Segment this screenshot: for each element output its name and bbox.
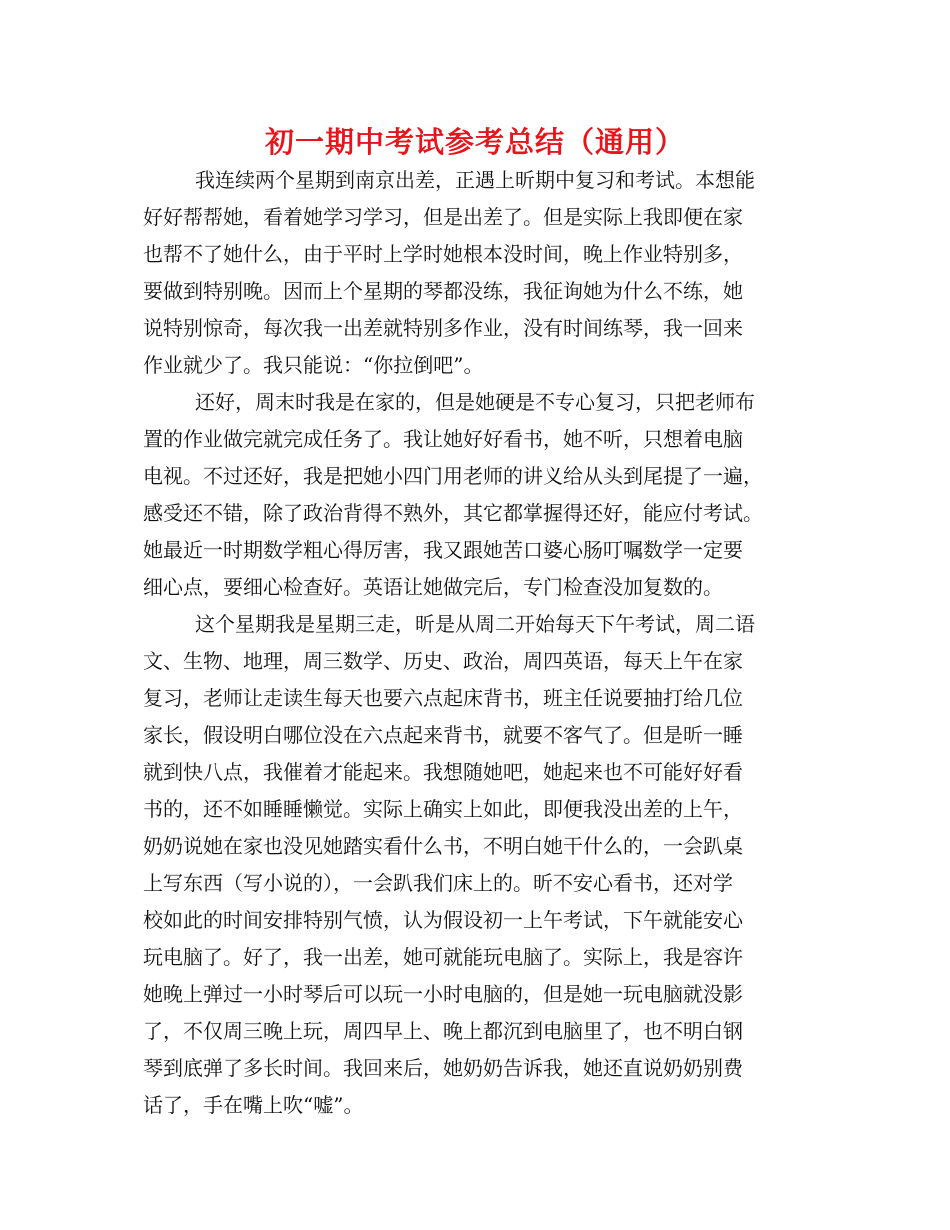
- text-line: 要做到特别晚。因而上个星期的琴都没练，我征询她为什么不练，她: [143, 279, 743, 303]
- text-line: 上写东西（写小说的），一会趴我们床上的。昕不安心看书，还对学: [143, 871, 733, 895]
- text-line: 作业就少了。我只能说：“你拉倒吧”。: [143, 353, 484, 377]
- text-line: 复习，老师让走读生每天也要六点起床背书，班主任说要抽打给几位: [143, 686, 743, 710]
- text-line: 置的作业做完就完成任务了。我让她好好看书，她不听，只想着电脑: [143, 427, 743, 451]
- text-line: 就到快八点，我催着才能起来。我想随她吧，她起来也不可能好好看: [143, 760, 743, 784]
- text-line: 玩电脑了。好了，我一出差，她可就能玩电脑了。实际上，我是容许: [143, 945, 743, 969]
- text-line: 她最近一时期数学粗心得厉害，我又跟她苦口婆心肠叮嘱数学一定要: [143, 538, 743, 562]
- text-line: 文、生物、地理，周三数学、历史、政治，周四英语，每天上午在家: [143, 649, 743, 673]
- document-title: 初一期中考试参考总结（通用）: [264, 125, 685, 159]
- text-line: 好好帮帮她，看着她学习学习，但是出差了。但是实际上我即便在家: [143, 205, 743, 229]
- text-line: 校如此的时间安排特别气愤，认为假设初一上午考试，下午就能安心: [143, 908, 743, 932]
- text-line: 我连续两个星期到南京出差，正遇上昕期中复习和考试。本想能: [195, 168, 755, 192]
- text-line: 电视。不过还好，我是把她小四门用老师的讲义给从头到尾提了一遍，: [143, 464, 763, 488]
- text-line: 这个星期我是星期三走，昕是从周二开始每天下午考试，周二语: [195, 612, 755, 636]
- text-line: 她晚上弹过一小时琴后可以玩一小时电脑的，但是她一玩电脑就没影: [143, 982, 743, 1006]
- text-line: 家长，假设明白哪位没在六点起来背书，就要不客气了。但是昕一睡: [143, 723, 743, 747]
- text-line: 奶奶说她在家也没见她踏实看什么书，不明白她干什么的，一会趴桌: [143, 834, 743, 858]
- text-line: 了，不仅周三晚上玩，周四早上、晚上都沉到电脑里了，也不明白钢: [143, 1019, 743, 1043]
- text-line: 话了，手在嘴上吹“嘘”。: [143, 1093, 364, 1117]
- text-line: 感受还不错，除了政治背得不熟外，其它都掌握得还好，能应付考试。: [143, 501, 763, 525]
- document-body: [143, 162, 823, 1124]
- text-line: 说特别惊奇，每次我一出差就特别多作业，没有时间练琴，我一回来: [143, 316, 743, 340]
- paragraph-3: [143, 606, 823, 1124]
- text-line: 还好，周末时我是在家的，但是她硬是不专心复习，只把老师布: [195, 390, 755, 414]
- paragraph-1: [143, 162, 823, 384]
- text-line: 书的，还不如睡睡懒觉。实际上确实上如此，即便我没出差的上午，: [143, 797, 743, 821]
- text-line: 也帮不了她什么，由于平时上学时她根本没时间，晚上作业特别多，: [143, 242, 743, 266]
- text-line: 细心点，要细心检查好。英语让她做完后，专门检查没加复数的。: [143, 575, 723, 599]
- paragraph-2: [143, 384, 823, 606]
- text-line: 琴到底弹了多长时间。我回来后，她奶奶告诉我，她还直说奶奶别费: [143, 1056, 743, 1080]
